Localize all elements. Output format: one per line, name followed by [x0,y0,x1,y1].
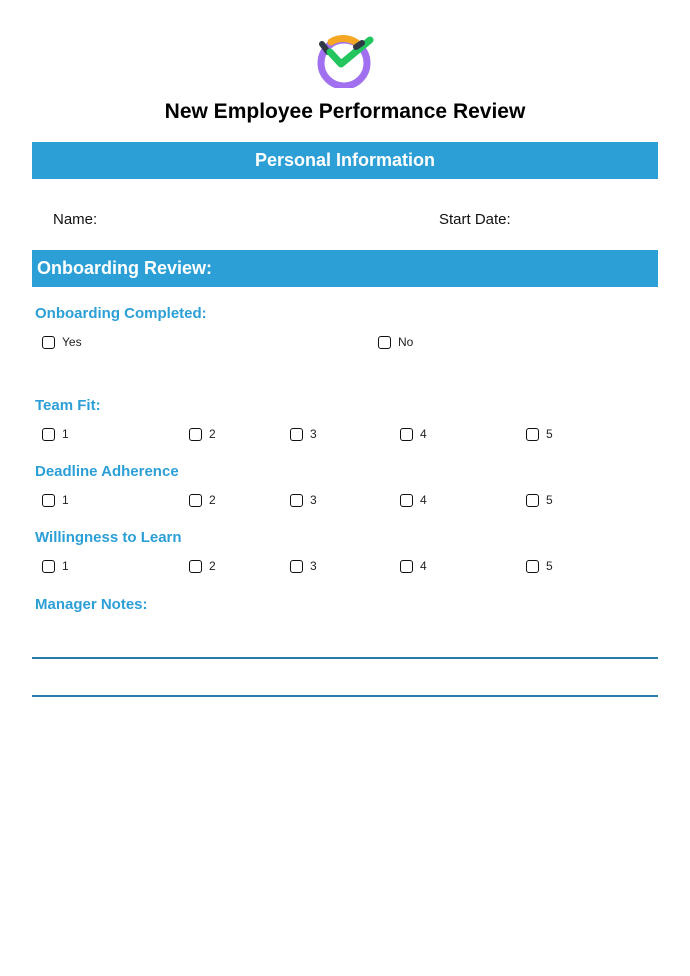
option-label: 1 [62,559,69,573]
option-label: 3 [310,493,317,507]
notes-line-2[interactable] [32,695,658,697]
checkbox[interactable] [290,428,303,441]
checkbox[interactable] [189,494,202,507]
option-label: 3 [310,427,317,441]
option-label: 5 [546,559,553,573]
check-circle-logo-icon [314,30,374,88]
checkbox[interactable] [42,560,55,573]
page-title: New Employee Performance Review [164,100,526,123]
checkbox-yes[interactable] [42,336,55,349]
team-fit-option-3[interactable] [290,427,317,441]
name-field-label: Name: [53,211,98,228]
option-label: 5 [546,427,553,441]
team-fit-option-2[interactable] [189,427,216,441]
option-label: 2 [209,493,216,507]
checkbox[interactable] [189,428,202,441]
notes-line-1[interactable] [32,657,658,659]
deadline-option-5[interactable] [526,493,553,507]
checkbox[interactable] [42,494,55,507]
checkbox[interactable] [400,494,413,507]
manager-notes-label: Manager Notes: [35,596,148,613]
deadline-adherence-label: Deadline Adherence [35,463,179,480]
checkbox-no[interactable] [378,336,391,349]
onboarding-yes-option[interactable] [42,335,82,349]
checkbox[interactable] [400,428,413,441]
option-label: 2 [209,427,216,441]
onboarding-no-option[interactable] [378,335,413,349]
checkbox[interactable] [400,560,413,573]
willingness-option-5[interactable] [526,559,553,573]
willingness-option-2[interactable] [189,559,216,573]
checkbox[interactable] [290,560,303,573]
deadline-option-3[interactable] [290,493,317,507]
willingness-option-3[interactable] [290,559,317,573]
deadline-option-1[interactable] [42,493,69,507]
option-label: 4 [420,559,427,573]
deadline-option-4[interactable] [400,493,427,507]
checkbox[interactable] [526,560,539,573]
option-label: 1 [62,493,69,507]
team-fit-option-5[interactable] [526,427,553,441]
onboarding-completed-label: Onboarding Completed: [35,305,207,322]
checkbox[interactable] [189,560,202,573]
option-label: No [398,335,414,349]
team-fit-option-1[interactable] [42,427,69,441]
checkbox[interactable] [290,494,303,507]
option-label: 1 [62,427,69,441]
willingness-option-1[interactable] [42,559,69,573]
option-label: 4 [420,427,427,441]
checkbox[interactable] [526,494,539,507]
team-fit-option-4[interactable] [400,427,427,441]
option-label: 2 [209,559,216,573]
personal-info-header: Personal Information [32,142,658,179]
option-label: Yes [62,335,82,349]
onboarding-review-header: Onboarding Review: [32,250,658,287]
willingness-option-4[interactable] [400,559,427,573]
checkbox[interactable] [42,428,55,441]
willingness-to-learn-label: Willingness to Learn [35,529,182,546]
checkbox[interactable] [526,428,539,441]
option-label: 4 [420,493,427,507]
option-label: 5 [546,493,553,507]
deadline-option-2[interactable] [189,493,216,507]
option-label: 3 [310,559,317,573]
team-fit-label: Team Fit: [35,397,101,414]
start-date-field-label: Start Date: [439,211,511,228]
